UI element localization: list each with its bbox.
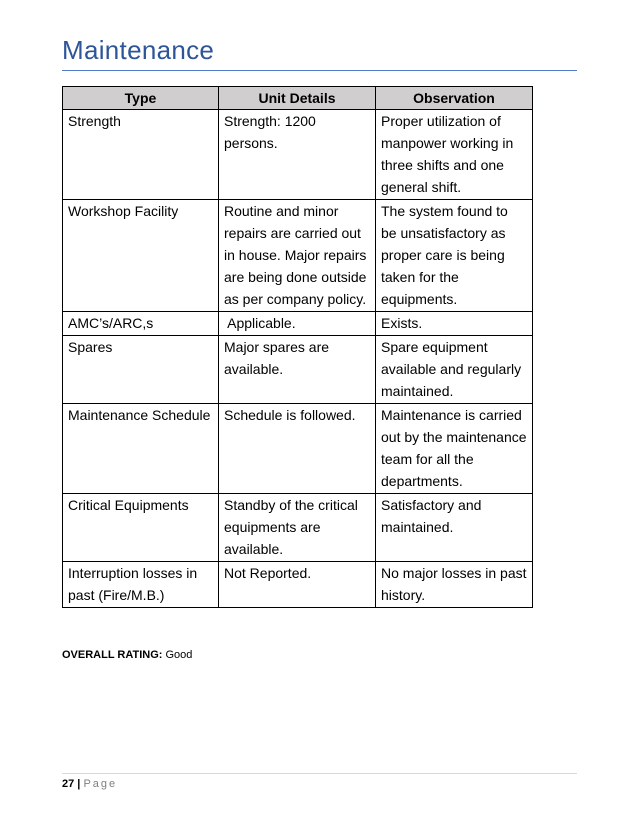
maintenance-table bbox=[62, 86, 533, 608]
header-unit-details: Unit Details bbox=[219, 87, 376, 110]
table-row bbox=[63, 336, 533, 404]
cell-type: Maintenance Schedule bbox=[63, 404, 219, 494]
overall-rating bbox=[62, 649, 192, 661]
page-word: Page bbox=[83, 778, 118, 790]
table-header-row bbox=[63, 87, 533, 110]
cell-unit-details: Applicable. bbox=[219, 312, 376, 336]
cell-type: Spares bbox=[63, 336, 219, 404]
rating-value: Good bbox=[162, 649, 193, 661]
page-footer bbox=[62, 778, 117, 790]
cell-observation: Satisfactory and maintained. bbox=[376, 494, 533, 562]
rating-label: OVERALL RATING: bbox=[62, 649, 163, 661]
footer-divider bbox=[62, 773, 577, 774]
header-observation: Observation bbox=[376, 87, 533, 110]
page-number: 27 bbox=[62, 778, 75, 790]
table-row bbox=[63, 562, 533, 608]
cell-observation: Exists. bbox=[376, 312, 533, 336]
cell-observation: Proper utilization of manpower working in three shifts and one general shift. bbox=[376, 110, 533, 200]
cell-type: Interruption losses in past (Fire/M.B.) bbox=[63, 562, 219, 608]
table-row bbox=[63, 110, 533, 200]
cell-type: Workshop Facility bbox=[63, 200, 219, 312]
header-type: Type bbox=[63, 87, 219, 110]
cell-unit-details: Not Reported. bbox=[219, 562, 376, 608]
cell-type: Critical Equipments bbox=[63, 494, 219, 562]
table-row bbox=[63, 200, 533, 312]
cell-unit-details: Routine and minor repairs are carried out in house. Major repairs are being done outside as per company policy. bbox=[219, 200, 376, 312]
cell-observation: No major losses in past history. bbox=[376, 562, 533, 608]
cell-unit-details: Schedule is followed. bbox=[219, 404, 376, 494]
cell-type: Strength bbox=[63, 110, 219, 200]
cell-observation: The system found to be unsatisfactory as proper care is being taken for the equipments. bbox=[376, 200, 533, 312]
cell-unit-details: Strength: 1200 persons. bbox=[219, 110, 376, 200]
footer-separator: | bbox=[74, 778, 84, 790]
cell-type: AMC’s/ARC,s bbox=[63, 312, 219, 336]
cell-observation: Spare equipment available and regularly maintained. bbox=[376, 336, 533, 404]
table-row bbox=[63, 312, 533, 336]
cell-observation: Maintenance is carried out by the maintenance team for all the departments. bbox=[376, 404, 533, 494]
cell-unit-details: Major spares are available. bbox=[219, 336, 376, 404]
heading-underline bbox=[62, 70, 577, 71]
section-heading: Maintenance bbox=[62, 35, 215, 65]
table-row bbox=[63, 494, 533, 562]
table-row bbox=[63, 404, 533, 494]
cell-unit-details: Standby of the critical equipments are available. bbox=[219, 494, 376, 562]
